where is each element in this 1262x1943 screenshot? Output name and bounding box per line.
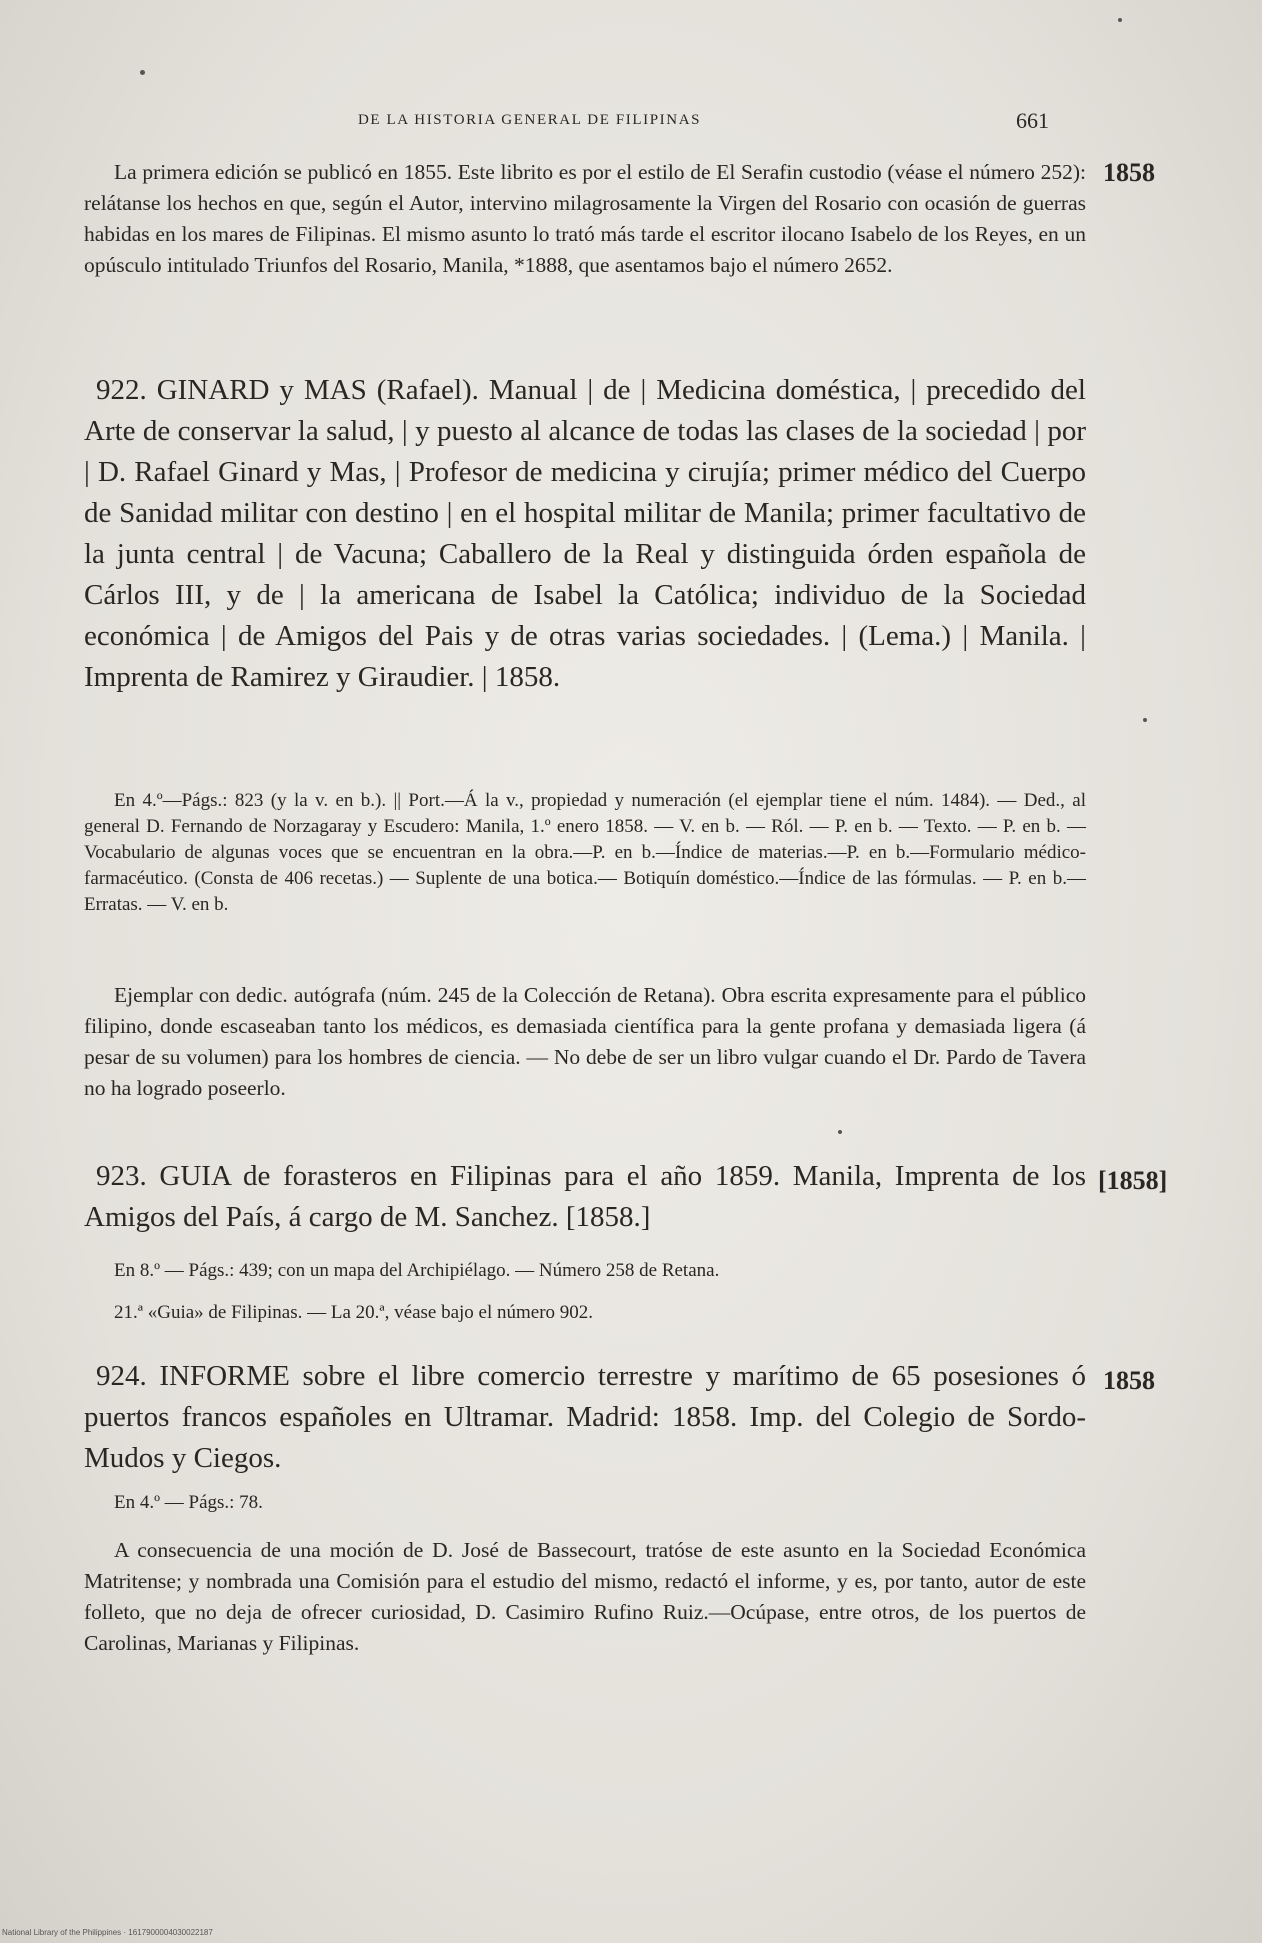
year-margin-1: 1858 xyxy=(1103,158,1155,187)
entry-922-title: 922. GINARD y MAS (Rafael). Manual | de | Medicina doméstica, | precedido del Arte de conservar la salud, | y puesto al alcance de todas las clases de la sociedad | por | D. Rafael Ginard y Mas, | Profesor de medicina y cirujía; primer médico del Cuerpo de Sanidad militar con destino | en el hospital militar de Manila; primer facultativo de la junta central | de Vacuna; Caballero de la Real y distinguida órden española de Cárlos III, y de | la americana de Isabel la Católica; individuo de la Sociedad económica | de Amigos del Pais y de otras varias sociedades. | (Lema.) | Manila. | Imprenta de Ramirez y Giraudier. | 1858. xyxy=(84,374,1086,693)
year-margin-3: 1858 xyxy=(1103,1366,1155,1395)
intro-paragraph: La primera edición se publicó en 1855. Este librito es por el estilo de El Serafin custodio (véase el número 252): relátanse los hechos en que, según el Autor, intervino milagrosamente la Virgen del Rosario con ocasión de guerras habidas en los mares de Filipinas. El mismo asunto lo trató más tarde el escritor ilocano Isabelo de los Reyes, en un opúsculo intitulado Triunfos del Rosario, Manila, *1888, que asentamos bajo el número 2652. xyxy=(84,160,1086,277)
page-number: 661 xyxy=(1016,108,1049,133)
scan-footer: National Library of the Philippines · 1617900004030022187 xyxy=(2,1928,213,1937)
scan-speck xyxy=(1143,718,1147,722)
year-margin-2: [1858] xyxy=(1098,1166,1168,1195)
entry-924-collation: En 4.º — Págs.: 78. xyxy=(114,1492,263,1513)
scan-speck xyxy=(1118,18,1122,22)
entry-924-note: A consecuencia de una moción de D. José de Bassecourt, tratóse de este asunto en la Sociedad Económica Matritense; y nombrada una Comisión para el estudio del mismo, redactó el informe, y es, por tanto, autor de este folleto, que no deja de ofrecer curiosidad, D. Casimiro Rufino Ruiz.—Ocúpase, entre otros, de los puertos de Carolinas, Marianas y Filipinas. xyxy=(84,1538,1086,1655)
entry-923-note: 21.ª «Guia» de Filipinas. — La 20.ª, véase bajo el número 902. xyxy=(114,1302,594,1323)
scan-speck xyxy=(838,1130,842,1134)
scan-speck xyxy=(140,70,145,75)
entry-922-collation: En 4.º—Págs.: 823 (y la v. en b.). || Port.—Á la v., propiedad y numeración (el ejemplar tiene el núm. 1484). — Ded., al general D. Fernando de Norzagaray y Escudero: Manila, 1.º enero 1858. — V. en b. — Ról. — P. en b. — Texto. — P. en b. — Vocabulario de algunas voces que se encuentran en la obra.—P. en b.—Índice de materias.—P. en b.—Formulario médico-farmacéutico. (Consta de 406 recetas.) — Suplente de una botica.— Botiquín doméstico.—Índice de las fórmulas. — P. en b.—Erratas. — V. en b. xyxy=(84,790,1086,915)
entry-922-note: Ejemplar con dedic. autógrafa (núm. 245 de la Colección de Retana). Obra escrita expresamente para el público filipino, donde escaseaban tanto los médicos, es demasiada científica para la gente profana y demasiada ligera (á pesar de su volumen) para los hombres de ciencia. — No debe de ser un libro vulgar cuando el Dr. Pardo de Tavera no ha logrado poseerlo. xyxy=(84,983,1086,1100)
entry-924-title: 924. INFORME sobre el libre comercio terrestre y marítimo de 65 posesiones ó puertos francos españoles en Ultramar. Madrid: 1858. Imp. del Colegio de Sordo-Mudos y Ciegos. xyxy=(84,1360,1086,1474)
running-header: DE LA HISTORIA GENERAL DE FILIPINAS xyxy=(358,112,702,128)
entry-923-collation: En 8.º — Págs.: 439; con un mapa del Archipiélago. — Número 258 de Retana. xyxy=(114,1260,720,1281)
entry-923-title: 923. GUIA de forasteros en Filipinas para el año 1859. Manila, Imprenta de los Amigos del País, á cargo de M. Sanchez. [1858.] xyxy=(84,1160,1086,1233)
